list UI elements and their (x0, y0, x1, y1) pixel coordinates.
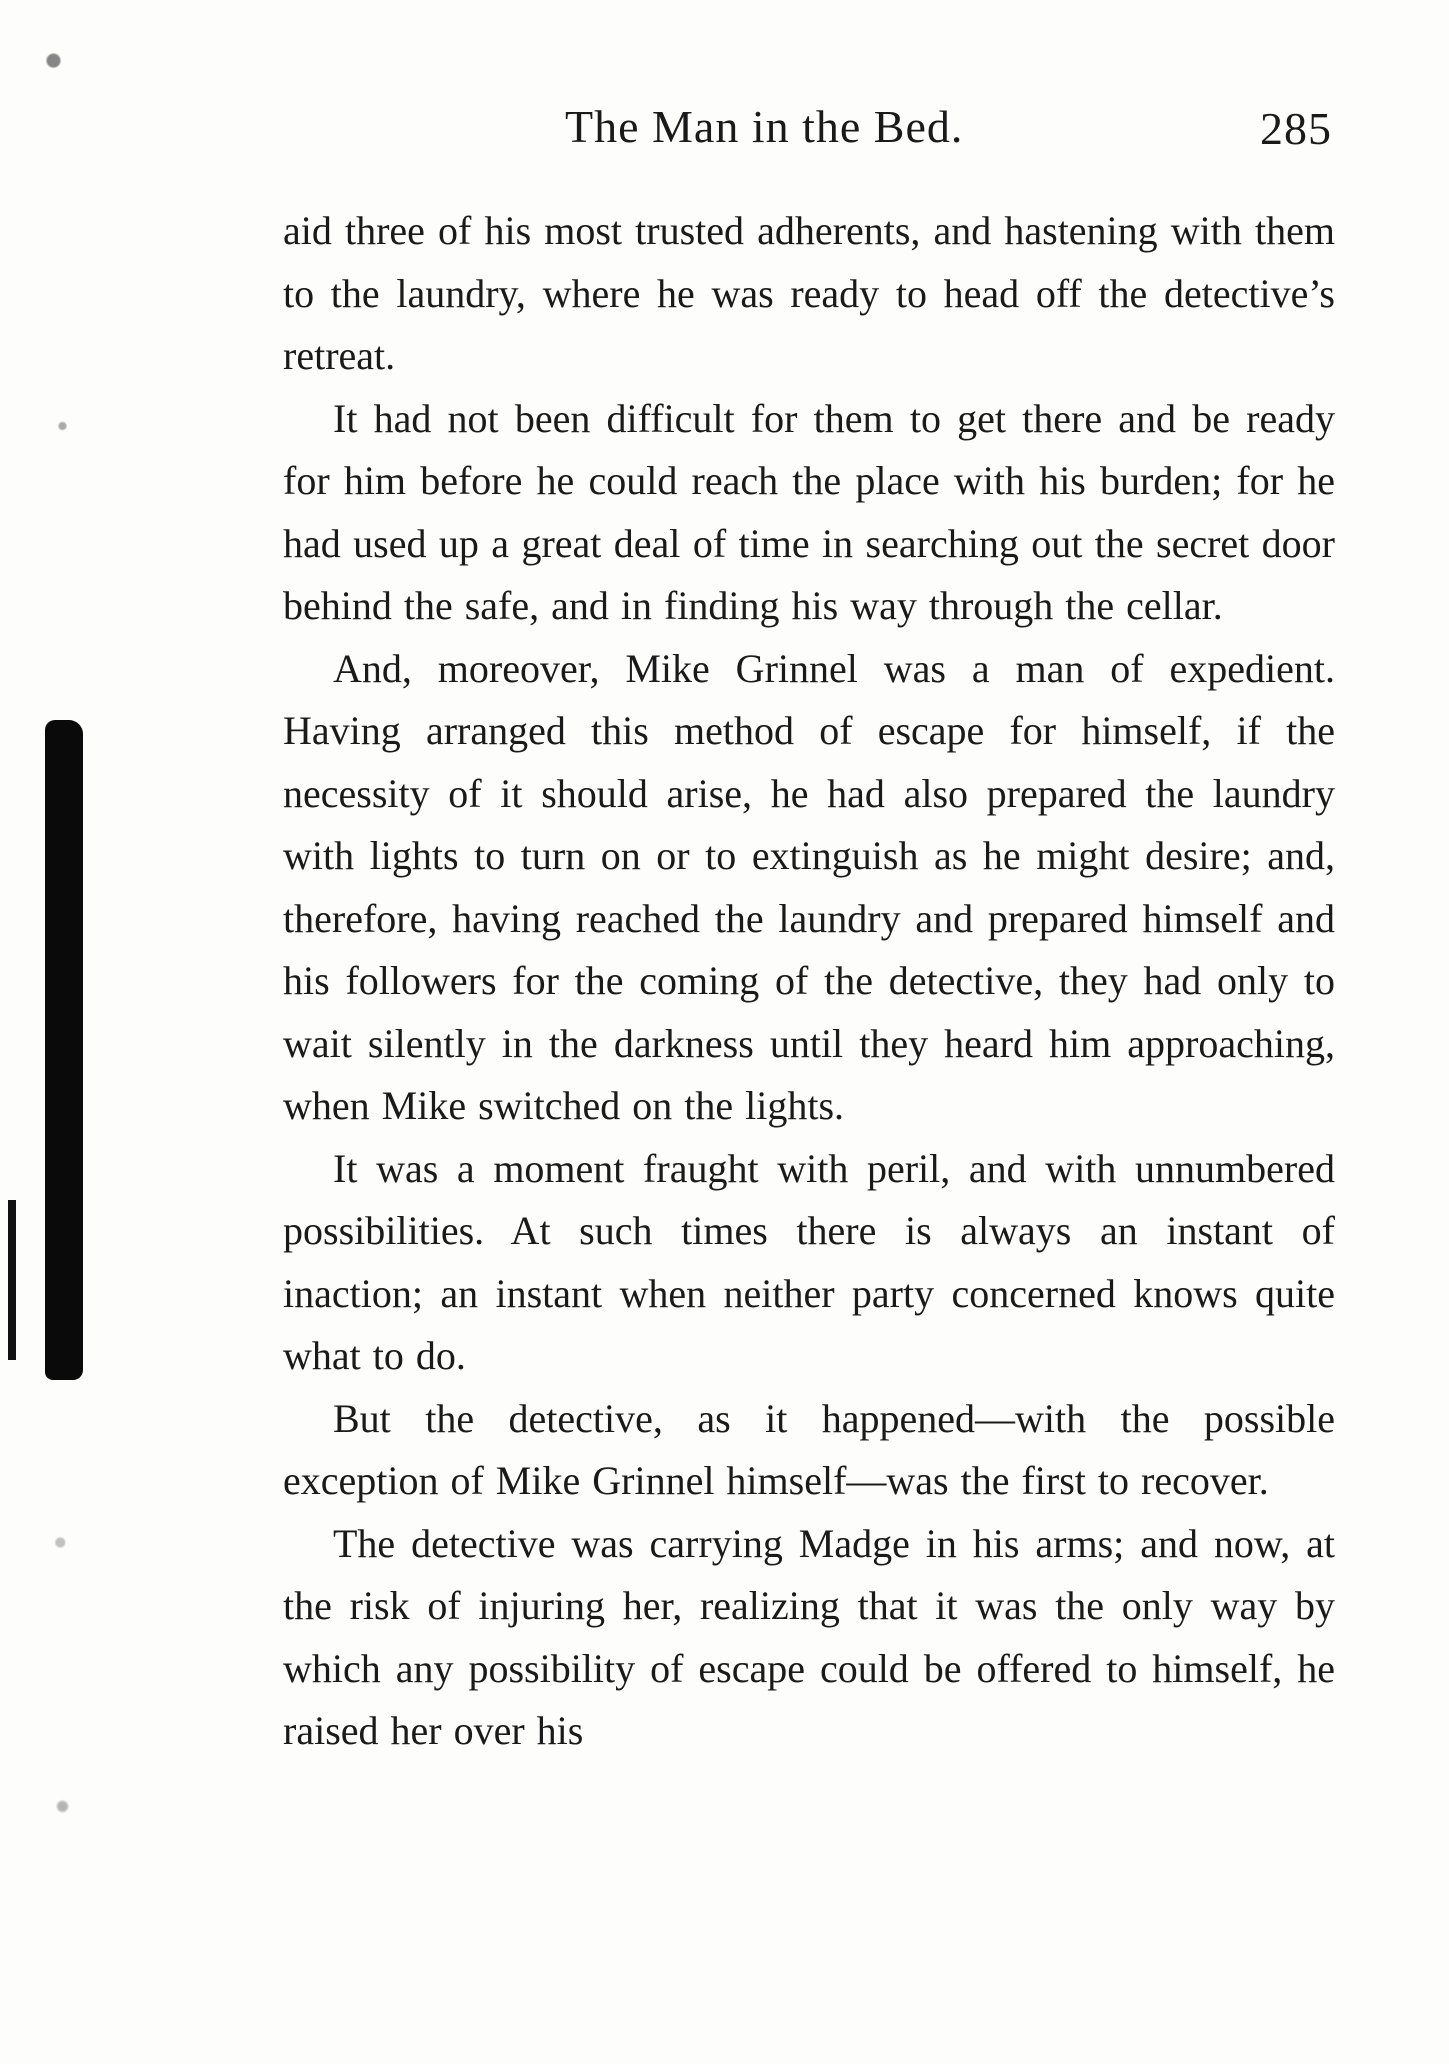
paragraph-2: It had not been difficult for them to get there and be ready for him before he could reach the place with his burden; for he had used up a great deal of time in searching out the secret door behind the safe, and in finding his way through the cellar. (283, 395, 1335, 628)
paragraph-5: But the detective, as it happened—with the possible exception of Mike Grinnel himself—was the first to recover. (283, 1395, 1335, 1503)
running-title: The Man in the Bed. (565, 101, 964, 152)
paragraph-4: It was a moment fraught with peril, and with unnumbered possibilities. At such times there is always an instant of inaction; an instant when neither party concerned knows quite what to do. (283, 1145, 1335, 1378)
paragraph-3: And, moreover, Mike Grinnel was a man of expedient. Having arranged this method of escape for himself, if the necessity of it should arise, he had also prepared the laundry with lights to turn on or to extinguish as he might desire; and, therefore, having reached the laundry and prepared himself and his followers for the coming of the detective, they had only to wait silently in the darkness until they heard him approaching, when Mike switched on the lights. (283, 645, 1335, 1128)
running-head (0, 100, 1449, 170)
page-number: 285 (1260, 103, 1332, 154)
body-text (283, 200, 1335, 1763)
paragraph-1: aid three of his most trusted adherents, and hastening with them to the laundry, where he was ready to head off the detective’s retreat. (283, 208, 1335, 378)
scan-gutter-shadow (45, 720, 83, 1380)
paragraph-6: The detective was carrying Madge in his arms; and now, at the risk of injuring her, realizing that it was the only way by which any possibility of escape could be offered to himself, he raised her over his (283, 1520, 1335, 1753)
scan-gutter-line (8, 1200, 16, 1360)
